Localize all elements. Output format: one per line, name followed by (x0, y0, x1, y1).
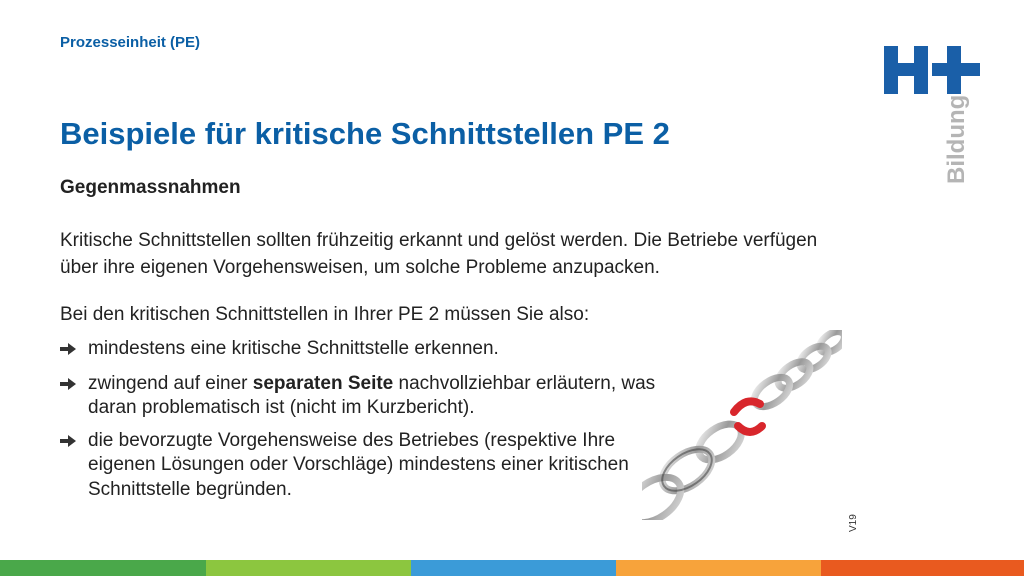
version-label: V19 (848, 514, 859, 532)
slide-title: Beispiele für kritische Schnittstellen PE 2 (60, 116, 670, 151)
lead-sentence: Bei den kritischen Schnittstellen in Ihrer PE 2 müssen Sie also: (60, 304, 590, 325)
subtitle: Gegenmassnahmen (60, 177, 241, 198)
list-item (60, 372, 680, 421)
list-item (60, 337, 680, 362)
requirements-list (60, 337, 680, 502)
list-item (60, 429, 680, 503)
intro-paragraph: Kritische Schnittstellen sollten frühzeitig erkannt und gelöst werden. Die Betriebe verfügen über ihre eigenen Vorgehensweisen, um solche Probleme anzupacken. (60, 230, 818, 278)
stripe-segment (0, 560, 206, 576)
section-label: Prozesseinheit (PE) (60, 34, 201, 51)
arrow-right-icon (60, 435, 76, 447)
arrow-right-icon (60, 378, 76, 390)
stripe-segment (206, 560, 411, 576)
stripe-segment (411, 560, 616, 576)
logo-word: Bildung (943, 94, 970, 184)
list-item-text-after: nachvollziehbar erläutern, was daran problematisch ist (nicht im Kurzbericht). (88, 372, 656, 418)
stripe-segment (821, 560, 1024, 576)
stripe-segment (616, 560, 821, 576)
arrow-right-icon (60, 343, 76, 355)
list-item-text-before: zwingend auf einer (88, 372, 253, 394)
list-item-text: mindestens eine kritische Schnittstelle erkennen. (88, 338, 499, 359)
footer-color-stripe (0, 560, 1024, 576)
list-item-text-bold: separaten Seite (252, 372, 394, 394)
list-item-text: die bevorzugte Vorgehensweise des Betriebes (respektive Ihre eigenen Lösungen oder Vorschläge) mindestens einer kritischen Schnittstelle begründen. (88, 429, 629, 500)
broken-chain-image (642, 330, 842, 520)
h-plus-bildung-logo (884, 42, 984, 188)
